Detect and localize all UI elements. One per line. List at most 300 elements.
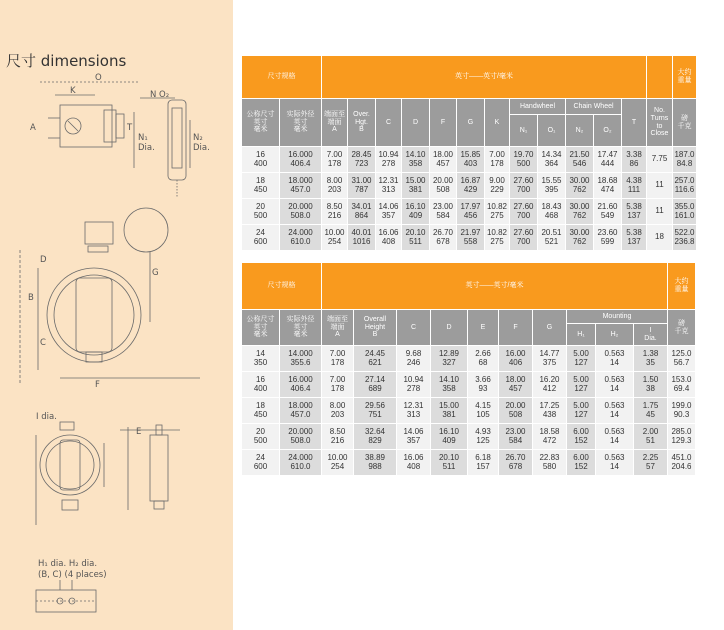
t2-col-i-dia: I Dia. xyxy=(634,324,668,346)
t2-cell xyxy=(431,398,468,424)
t1-cell xyxy=(485,173,510,199)
t2-cell xyxy=(468,398,499,424)
t1-cell xyxy=(402,199,430,225)
t1-cell-value: 17.97 xyxy=(460,201,481,211)
t2-cell-value: 8.00 xyxy=(329,400,346,410)
t1-cell-value: 10.82 xyxy=(486,227,508,237)
t1-cell-value: 187.0 xyxy=(674,149,695,159)
t1-row xyxy=(242,199,697,225)
t2-cell-value: 2.25 xyxy=(642,452,659,462)
t2-cell xyxy=(499,398,533,424)
label-n1-dia: Dia. xyxy=(138,143,155,153)
t2-cell-value: 152 xyxy=(574,461,588,471)
t1-cell xyxy=(673,147,697,173)
t1-cell-value: 30.00 xyxy=(569,175,590,185)
label-h-dia: H₁ dia. H₂ dia. xyxy=(38,559,98,569)
t2-cell-value: 90.3 xyxy=(673,409,690,419)
t1-cell xyxy=(280,199,322,225)
t1-cell-value: 16 xyxy=(256,149,265,159)
t2-cell-value: 0.563 xyxy=(604,400,625,410)
t2-cell xyxy=(468,372,499,398)
t1-cell-value: 34.01 xyxy=(351,201,372,211)
t1-cell-value: 678 xyxy=(436,236,450,246)
t1-cell-value: 15.55 xyxy=(541,175,562,185)
t1-weight-h1: 大约 xyxy=(677,69,692,77)
t1-cell-value: 161.0 xyxy=(674,210,695,220)
t1-cell-value: 511 xyxy=(409,236,422,246)
t2-cell-value: 600 xyxy=(253,461,268,471)
t2-cell-value: 18.00 xyxy=(505,374,526,384)
t2-cell-value: 26.70 xyxy=(505,452,526,462)
t2-cell-value: 16.00 xyxy=(505,348,526,358)
t2-cell-value: 0.563 xyxy=(604,426,625,436)
t2-cell xyxy=(280,398,322,424)
t1-cell xyxy=(485,147,510,173)
label-i-dia: I dia. xyxy=(36,412,57,422)
t1-cell-value: 7.75 xyxy=(651,154,668,164)
table1-body xyxy=(242,56,697,251)
t1-cell-value: 20 xyxy=(256,201,265,211)
t1-cell-value: 400 xyxy=(253,158,268,168)
t1-row xyxy=(242,147,697,173)
t2-cell-value: 20.10 xyxy=(438,452,460,462)
t1-cell-value: 178 xyxy=(490,158,504,168)
t2-col-c: C xyxy=(397,310,431,346)
t2-cell-value: 829 xyxy=(368,435,382,445)
t1-cell-value: 178 xyxy=(327,158,342,168)
t2-col-e: E xyxy=(468,310,499,346)
t1-cell xyxy=(242,147,280,173)
t2-cell-value: 610.0 xyxy=(290,461,311,471)
t2-cell xyxy=(397,372,431,398)
t1-col-nominal: 公称尺寸 英寸 毫米 xyxy=(242,99,280,147)
t1-cell-value: 409 xyxy=(408,210,423,220)
t2-cell-value: 3.66 xyxy=(475,374,491,384)
t2-cell-value: 327 xyxy=(442,357,456,367)
t2-cell xyxy=(354,450,397,476)
t2-cell-value: 16.06 xyxy=(403,452,424,462)
t2-cell-value: 12.89 xyxy=(438,348,460,358)
t1-cell-value: 406.4 xyxy=(290,158,311,168)
t1-cell-value: 84.8 xyxy=(676,158,693,168)
t1-cell-value: 355.0 xyxy=(674,201,695,211)
t1-col-g: G xyxy=(457,99,485,147)
t2-cell xyxy=(354,398,397,424)
t2-cell-value: 57 xyxy=(646,461,655,471)
t2-cell xyxy=(468,424,499,450)
t1-cell-value: 30.00 xyxy=(569,227,590,237)
t1-cell xyxy=(348,147,376,173)
t2-cell-value: 14 xyxy=(256,348,265,358)
t1-cell xyxy=(242,225,280,251)
t2-cell xyxy=(322,346,354,372)
t1-cell-value: 403 xyxy=(463,158,478,168)
t1-col-weight: 磅 千克 xyxy=(673,99,697,147)
t2-cell-value: 14 xyxy=(610,383,619,393)
t2-cell-value: 125 xyxy=(476,435,490,445)
t2-cell-value: 4.93 xyxy=(475,426,491,436)
t1-cell-value: 7.00 xyxy=(489,149,505,159)
t2-cell xyxy=(354,424,397,450)
t1-cell xyxy=(376,225,402,251)
t1-cell-value: 787 xyxy=(354,184,369,194)
t2-cell-value: 32.64 xyxy=(364,426,386,436)
t2-cell-value: 511 xyxy=(442,461,456,471)
t2-cell xyxy=(280,346,322,372)
t2-col-f: F xyxy=(499,310,533,346)
t1-cell-value: 395 xyxy=(544,184,559,194)
t1-col-f: F xyxy=(430,99,457,147)
t1-cell xyxy=(402,225,430,251)
t2-cell-value: 45 xyxy=(646,409,655,419)
t1-cell xyxy=(348,199,376,225)
t2-cell-value: 127 xyxy=(574,357,588,367)
t1-cell xyxy=(566,147,594,173)
t1-cell-value: 27.60 xyxy=(513,227,534,237)
t1-cell-value: 357 xyxy=(381,210,396,220)
t2-cell-value: 406 xyxy=(508,357,523,367)
t2-cell-value: 29.56 xyxy=(364,400,386,410)
label-b: B xyxy=(28,293,34,303)
t2-cell-value: 450 xyxy=(253,409,268,419)
t2-cell-value: 14.77 xyxy=(539,348,560,358)
t1-cell xyxy=(647,199,673,225)
t1-cell-value: 23.00 xyxy=(432,201,454,211)
t2-cell-value: 216 xyxy=(330,435,345,445)
t1-cell-value: 762 xyxy=(572,184,587,194)
t2-cell-value: 14 xyxy=(610,435,619,445)
diagram-panel xyxy=(0,0,233,630)
t1-cell-value: 27.60 xyxy=(513,201,534,211)
t1-cell-value: 16.87 xyxy=(460,175,481,185)
t2-col-weight: 磅 千克 xyxy=(668,310,696,346)
t2-cell xyxy=(499,424,533,450)
t2-cell-value: 12.31 xyxy=(403,400,424,410)
t1-col-t: T xyxy=(622,99,647,147)
t1-cell-value: 21.97 xyxy=(460,227,481,237)
t2-cell-value: 17.25 xyxy=(539,400,560,410)
t1-cell-value: 19.70 xyxy=(513,149,534,159)
t2-cell-value: 15.00 xyxy=(438,400,460,410)
t2-cell xyxy=(431,424,468,450)
t2-cell-value: 508.0 xyxy=(290,435,311,445)
t1-cell xyxy=(647,173,673,199)
t2-cell-value: 24.45 xyxy=(364,348,386,358)
t1-cell-value: 14.10 xyxy=(405,149,426,159)
t2-cell-value: 14.000 xyxy=(288,348,313,358)
t2-cell xyxy=(533,424,567,450)
t2-cell-value: 689 xyxy=(368,383,382,393)
t2-cell xyxy=(280,424,322,450)
t2-cell-value: 0.563 xyxy=(604,452,625,462)
t2-cell-value: 358 xyxy=(442,383,456,393)
t1-col-actual-od: 实际外径 英寸 毫米 xyxy=(280,99,322,147)
t1-cell xyxy=(622,225,647,251)
t2-cell xyxy=(397,424,431,450)
t2-cell xyxy=(634,424,668,450)
t1-cell-value: 364 xyxy=(544,158,559,168)
t1-cell-value: 16.06 xyxy=(378,227,399,237)
t2-col-h2: H₂ xyxy=(596,324,634,346)
t2-row xyxy=(242,372,696,398)
t1-cell-value: 10.00 xyxy=(324,227,345,237)
t2-cell-value: 451.0 xyxy=(671,452,692,462)
t2-cell-value: 1.50 xyxy=(642,374,659,384)
t2-cell-value: 6.00 xyxy=(573,452,589,462)
t1-col-o1: O₁ xyxy=(538,115,566,147)
t1-col-k: K xyxy=(485,99,510,147)
t1-cell-value: 14.06 xyxy=(378,201,399,211)
t2-cell-value: 1.38 xyxy=(642,348,659,358)
t1-dims-header: 英寸——英寸/毫米 xyxy=(322,56,647,99)
t1-cell xyxy=(280,147,322,173)
t1-cell-value: 18.43 xyxy=(541,201,562,211)
t2-cell-value: 20.00 xyxy=(505,400,526,410)
t1-cell-value: 700 xyxy=(516,210,531,220)
t2-cell xyxy=(533,398,567,424)
t2-cell xyxy=(431,346,468,372)
t1-cell-value: 8.00 xyxy=(326,175,343,185)
t2-cell-value: 6.00 xyxy=(573,426,589,436)
t2-cell-value: 10.00 xyxy=(327,452,348,462)
t1-cell-value: 30.00 xyxy=(569,201,590,211)
t2-cell-value: 152 xyxy=(574,435,588,445)
t2-cell xyxy=(468,346,499,372)
t2-cell-value: 204.6 xyxy=(671,461,692,471)
t2-cell xyxy=(567,450,596,476)
t1-cell-value: 313 xyxy=(381,184,396,194)
t1-cell-value: 23.60 xyxy=(597,227,618,237)
t1-cell xyxy=(376,173,402,199)
t1-cell-value: 522.0 xyxy=(674,227,695,237)
t2-cell xyxy=(668,424,696,450)
t2-group-header: 尺寸规格 xyxy=(242,263,322,310)
t2-cell-value: 5.00 xyxy=(573,374,589,384)
label-d: D xyxy=(40,255,47,265)
t1-cell xyxy=(538,147,566,173)
t2-cell-value: 203 xyxy=(330,409,345,419)
t2-row xyxy=(242,424,696,450)
t2-cell-value: 584 xyxy=(508,435,523,445)
t1-cell-value: 7.00 xyxy=(326,149,343,159)
t2-cell-value: 199.0 xyxy=(671,400,692,410)
t2-cell-value: 14 xyxy=(610,357,619,367)
t1-cell xyxy=(510,199,538,225)
label-n2: N₂ xyxy=(193,133,203,143)
t2-cell-value: 5.00 xyxy=(573,400,589,410)
t2-cell xyxy=(596,398,634,424)
t2-cell xyxy=(397,450,431,476)
t2-cell-value: 500 xyxy=(253,435,268,445)
t1-cell-value: 18 xyxy=(256,175,265,185)
bare-valve-drawing xyxy=(36,422,180,525)
t1-cell xyxy=(647,147,673,173)
t2-cell xyxy=(634,346,668,372)
t2-cell-value: 409 xyxy=(442,435,456,445)
t1-cell xyxy=(566,225,594,251)
t2-cell-value: 5.00 xyxy=(573,348,589,358)
t1-cell xyxy=(430,173,457,199)
t2-col-b: Overall Height B xyxy=(354,310,397,346)
t1-cell-value: 12.31 xyxy=(378,175,399,185)
t2-cell xyxy=(322,372,354,398)
t1-cell xyxy=(594,173,622,199)
label-n2-dia: Dia. xyxy=(193,143,210,153)
t1-cell-value: 408 xyxy=(381,236,396,246)
t2-cell xyxy=(322,450,354,476)
t1-cell-value: 40.01 xyxy=(351,227,372,237)
t1-cell xyxy=(430,199,457,225)
t1-cell xyxy=(622,173,647,199)
t1-cell-value: 508 xyxy=(436,184,450,194)
t1-cell-value: 257.0 xyxy=(674,175,695,185)
t1-col-n2: N₂ xyxy=(566,115,594,147)
t1-cell-value: 111 xyxy=(627,184,641,194)
t2-cell-value: 14.06 xyxy=(403,426,424,436)
t2-cell xyxy=(242,346,280,372)
t1-cell-value: 24 xyxy=(256,227,265,237)
t1-cell xyxy=(322,147,348,173)
t1-cell xyxy=(673,199,697,225)
t1-cell xyxy=(566,199,594,225)
t2-cell xyxy=(499,450,533,476)
t2-cell-value: 751 xyxy=(368,409,382,419)
t1-col-c: C xyxy=(376,99,402,147)
dimensions-table-gear xyxy=(241,55,697,251)
t1-cell-value: 21.50 xyxy=(569,149,590,159)
t1-col-o2: O₂ xyxy=(594,115,622,147)
t1-cell-value: 24.000 xyxy=(288,227,313,237)
t1-cell-value: 10.94 xyxy=(378,149,399,159)
t2-cell xyxy=(668,450,696,476)
t2-cell xyxy=(567,424,596,450)
t2-cell-value: 24 xyxy=(256,452,265,462)
t1-cell xyxy=(485,199,510,225)
t1-cell xyxy=(457,225,485,251)
t2-cell xyxy=(634,398,668,424)
t2-cell xyxy=(431,450,468,476)
label-g: G xyxy=(152,268,159,278)
t2-cell-value: 20 xyxy=(256,426,265,436)
t1-cell-value: 864 xyxy=(354,210,369,220)
t1-cell-value: 17.47 xyxy=(597,149,618,159)
t2-dims-header: 英寸——英寸/毫米 xyxy=(322,263,668,310)
t2-cell xyxy=(533,450,567,476)
t2-cell-value: 125.0 xyxy=(671,348,692,358)
t2-cell-value: 375 xyxy=(542,357,557,367)
t1-cell-value: 229 xyxy=(490,184,504,194)
t2-cell xyxy=(634,372,668,398)
t2-cell-value: 457 xyxy=(508,383,523,393)
t2-cell-value: 16.000 xyxy=(288,374,313,384)
t1-cell xyxy=(280,225,322,251)
t1-cell xyxy=(510,173,538,199)
t2-cell-value: 27.14 xyxy=(364,374,386,384)
label-h-sub: (B, C) (4 places) xyxy=(38,570,107,580)
t2-cell xyxy=(533,346,567,372)
t1-weight-h2: 重量 xyxy=(677,77,692,84)
t2-cell-value: 38 xyxy=(646,383,655,393)
t2-cell xyxy=(499,372,533,398)
t1-cell-value: 116.6 xyxy=(674,184,695,194)
label-k: K xyxy=(70,86,76,96)
t2-cell-value: 355.6 xyxy=(290,357,311,367)
t1-cell-value: 444 xyxy=(600,158,615,168)
t2-cell-value: 6.18 xyxy=(475,452,491,462)
t2-cell-value: 408 xyxy=(406,461,421,471)
t2-cell-value: 18.58 xyxy=(539,426,560,436)
t1-cell-value: 20.10 xyxy=(405,227,426,237)
t1-cell-value: 18.68 xyxy=(597,175,618,185)
label-t: T xyxy=(127,123,133,133)
t2-cell-value: 38.89 xyxy=(364,452,386,462)
t2-cell-value: 68 xyxy=(478,357,488,367)
valve-gear-drawing xyxy=(20,208,200,385)
t1-cell-value: 1016 xyxy=(352,236,371,246)
t2-cell xyxy=(322,424,354,450)
t1-cell-value: 5.38 xyxy=(626,201,642,211)
t1-cell-value: 5.38 xyxy=(626,227,642,237)
t1-cell-value: 500 xyxy=(253,210,268,220)
t2-col-d: D xyxy=(431,310,468,346)
t1-cell xyxy=(485,225,510,251)
t2-cell-value: 381 xyxy=(442,409,456,419)
t1-cell-value: 18.00 xyxy=(432,149,454,159)
t1-cell xyxy=(242,199,280,225)
t2-cell-value: 20.000 xyxy=(288,426,313,436)
t2-cell-value: 93 xyxy=(478,383,488,393)
t1-cell-value: 508.0 xyxy=(290,210,311,220)
t2-cell xyxy=(668,398,696,424)
t2-cell xyxy=(242,398,280,424)
t1-cell-value: 20.000 xyxy=(288,201,313,211)
t2-cell-value: 254 xyxy=(330,461,345,471)
t1-cell xyxy=(402,147,430,173)
t2-cell xyxy=(397,346,431,372)
t2-cell-value: 18 xyxy=(256,400,265,410)
t2-col-h1: H₁ xyxy=(567,324,596,346)
t2-cell xyxy=(354,372,397,398)
t1-cell xyxy=(594,147,622,173)
t1-cell-value: 18 xyxy=(655,232,664,242)
t2-cell-value: 178 xyxy=(330,357,345,367)
t2-weight-header: 大约 重量 xyxy=(668,263,696,310)
t1-cell-value: 546 xyxy=(572,158,587,168)
t1-cell xyxy=(322,173,348,199)
t2-cell-value: 621 xyxy=(368,357,382,367)
t2-cell-value: 350 xyxy=(253,357,268,367)
t1-cell-value: 521 xyxy=(544,236,559,246)
t2-col-actual-od: 实际外径 英寸 毫米 xyxy=(280,310,322,346)
t1-cell-value: 558 xyxy=(463,236,478,246)
label-f: F xyxy=(95,380,100,390)
t2-cell-value: 153.0 xyxy=(671,374,692,384)
t2-cell-value: 22.83 xyxy=(539,452,560,462)
t1-cell-value: 456 xyxy=(463,210,478,220)
t1-cell-value: 10.82 xyxy=(486,201,508,211)
t2-cell-value: 278 xyxy=(406,383,421,393)
t1-group-header: 尺寸规格 xyxy=(242,56,322,99)
t2-cell-value: 7.00 xyxy=(329,374,346,384)
t1-cell-value: 474 xyxy=(600,184,615,194)
t1-cell-value: 11 xyxy=(655,180,664,190)
t2-cell-value: 406.4 xyxy=(290,383,311,393)
label-a: A xyxy=(30,123,36,133)
t2-cell-value: 285.0 xyxy=(671,426,692,436)
t1-cell-value: 278 xyxy=(381,158,396,168)
t2-cell xyxy=(280,450,322,476)
t2-cell-value: 8.50 xyxy=(329,426,346,436)
